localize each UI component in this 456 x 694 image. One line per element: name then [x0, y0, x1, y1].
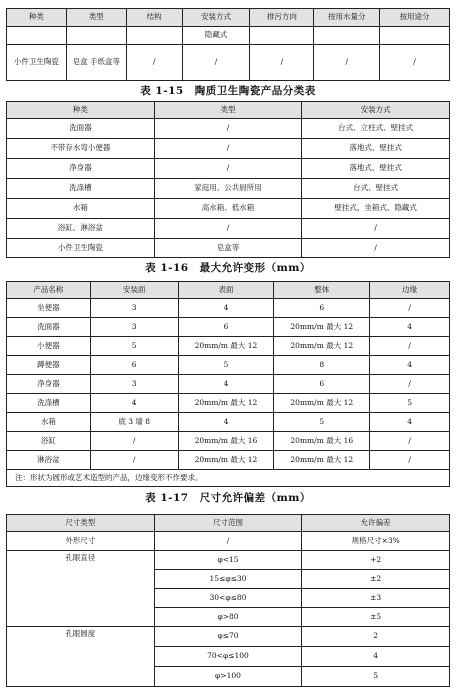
table-top-fragment: [6, 8, 450, 81]
table-cell: 水箱: [7, 413, 91, 432]
table-cell: 3: [90, 318, 178, 337]
table-cell: 8: [274, 356, 370, 375]
table-cell: 4: [90, 394, 178, 413]
header-cell: 边缘: [370, 282, 450, 299]
table-cell: 台式、壁挂式: [302, 179, 450, 199]
table-cell: [126, 27, 182, 45]
table-caption: 表 1-17 尺寸允许偏差（mm）: [145, 492, 311, 504]
header-cell: 按用途分: [380, 9, 450, 27]
table-cell: 70<φ≤100: [154, 647, 302, 667]
table-cell: [380, 27, 450, 45]
table-cell: 3: [90, 375, 178, 394]
table-cell: ±5: [302, 608, 450, 627]
table-cell: 6: [274, 299, 370, 318]
table-1-15: [6, 101, 450, 258]
header-cell: 表面: [178, 282, 274, 299]
table-cell: [314, 27, 380, 45]
table-cell: 5: [90, 337, 178, 356]
table-cell: 落地式、壁挂式: [302, 159, 450, 179]
table-cell: 净身器: [7, 375, 91, 394]
table-cell: /: [154, 219, 302, 239]
header-cell: 安装面: [90, 282, 178, 299]
table-cell: 洗涤槽: [7, 179, 155, 199]
table-caption: 表 1-16 最大允许变形（mm）: [145, 262, 311, 274]
table-cell: 20mm/m 最大 16: [178, 432, 274, 451]
table-cell: /: [154, 159, 302, 179]
header-cell: 尺寸类型: [7, 515, 155, 532]
header-cell: 类型: [154, 102, 302, 119]
table-cell: 6: [274, 375, 370, 394]
header-cell: 允许偏差: [302, 515, 450, 532]
table-cell: /: [370, 375, 450, 394]
header-cell: 按用水量分: [314, 9, 380, 27]
table-cell: 水箱: [7, 199, 155, 219]
header-cell: 安装方式: [182, 9, 250, 27]
table-cell: 5: [370, 394, 450, 413]
table-cell: φ<15: [154, 551, 302, 570]
table-cell: 孔眼圆度: [7, 627, 155, 687]
table-cell: /: [302, 219, 450, 239]
table-cell: 2: [302, 627, 450, 647]
table-cell: 净身器: [7, 159, 155, 179]
table-cell: 坐便器: [7, 299, 91, 318]
table-cell: 20mm/m 最大 12: [274, 451, 370, 470]
table-cell: 15≤φ≤30: [154, 570, 302, 589]
table-cell: /: [302, 239, 450, 258]
table-cell: 5: [178, 356, 274, 375]
table-cell: 3: [90, 299, 178, 318]
table-cell: [250, 27, 314, 45]
table-cell: 底 3 墙 8: [90, 413, 178, 432]
table-cell: /: [90, 451, 178, 470]
table-cell: /: [250, 45, 314, 81]
header-cell: 种类: [7, 9, 67, 27]
header-cell: 产品名称: [7, 282, 91, 299]
table-cell: 4: [178, 299, 274, 318]
table-cell: φ>80: [154, 608, 302, 627]
header-cell: 整体: [274, 282, 370, 299]
table-cell: 高水箱、低水箱: [154, 199, 302, 219]
table-cell: [66, 27, 126, 45]
table-cell: 20mm/m 最大 12: [178, 451, 274, 470]
table-cell: 淋浴盆: [7, 451, 91, 470]
header-cell: 种类: [7, 102, 155, 119]
table-cell: 20mm/m 最大 12: [274, 318, 370, 337]
table-cell: 4: [178, 413, 274, 432]
table-cell: 4: [370, 356, 450, 375]
table-cell: φ>100: [154, 667, 302, 687]
table-cell: 规格尺寸×3%: [302, 532, 450, 551]
table-cell: 4: [370, 413, 450, 432]
table-caption: 表 1-15 陶质卫生陶瓷产品分类表: [140, 85, 316, 97]
table-cell: /: [370, 299, 450, 318]
table-cell: /: [370, 451, 450, 470]
table-cell: /: [154, 532, 302, 551]
table-cell: 家庭用、公共厨所用: [154, 179, 302, 199]
table-cell: /: [370, 432, 450, 451]
table-cell: 5: [302, 667, 450, 687]
table-cell: 蹲便器: [7, 356, 91, 375]
table-cell: /: [154, 119, 302, 139]
table-cell: 小便器: [7, 337, 91, 356]
table-cell: +2: [302, 551, 450, 570]
header-cell: 结构: [126, 9, 182, 27]
table-cell: /: [182, 45, 250, 81]
table-cell: 浴缸: [7, 432, 91, 451]
table-cell: 20mm/m 最大 12: [274, 337, 370, 356]
table-cell: 4: [302, 647, 450, 667]
table-cell: ±3: [302, 589, 450, 608]
table-cell: 20mm/m 最大 12: [178, 337, 274, 356]
table-cell: /: [370, 337, 450, 356]
table-cell: 隐藏式: [182, 27, 250, 45]
table-cell: /: [314, 45, 380, 81]
table-cell: 皂盒等: [154, 239, 302, 258]
table-cell: [7, 27, 67, 45]
header-cell: 安装方式: [302, 102, 450, 119]
table-cell: 30<φ≤80: [154, 589, 302, 608]
table-cell: 4: [178, 375, 274, 394]
table-cell: 不带存水弯小便器: [7, 139, 155, 159]
table-cell: /: [380, 45, 450, 81]
header-cell: 尺寸范围: [154, 515, 302, 532]
table-cell: φ≤70: [154, 627, 302, 647]
header-cell: 排污方向: [250, 9, 314, 27]
table-cell: 20mm/m 最大 12: [274, 394, 370, 413]
table-cell: 皂盒 手纸盒等: [66, 45, 126, 81]
table-cell: 6: [90, 356, 178, 375]
table-cell: /: [154, 139, 302, 159]
table-cell: 洗面器: [7, 318, 91, 337]
table-cell: 6: [178, 318, 274, 337]
table-1-16: [6, 281, 450, 487]
table-cell: 20mm/m 最大 16: [274, 432, 370, 451]
table-cell: 小件卫生陶瓷: [7, 239, 155, 258]
table-cell: 4: [370, 318, 450, 337]
table-cell: 20mm/m 最大 12: [178, 394, 274, 413]
table-cell: 孔眼直径: [7, 551, 155, 627]
table-cell: 台式、立柱式、壁挂式: [302, 119, 450, 139]
table-cell: 外形尺寸: [7, 532, 155, 551]
table-cell: 洗涤槽: [7, 394, 91, 413]
table-cell: 壁挂式、坐箱式、隐藏式: [302, 199, 450, 219]
table-cell: ±2: [302, 570, 450, 589]
table-cell: 浴缸、淋浴盆: [7, 219, 155, 239]
table-cell: 洗面器: [7, 119, 155, 139]
table-cell: 落地式、壁挂式: [302, 139, 450, 159]
table-note: 注：形状为圆形或艺术造型的产品，边缘变形不作要求。: [7, 470, 450, 487]
table-cell: 5: [274, 413, 370, 432]
table-cell: /: [90, 432, 178, 451]
table-cell: /: [126, 45, 182, 81]
table-1-17: [6, 514, 450, 687]
table-cell: 小件卫生陶瓷: [7, 45, 67, 81]
header-cell: 类型: [66, 9, 126, 27]
